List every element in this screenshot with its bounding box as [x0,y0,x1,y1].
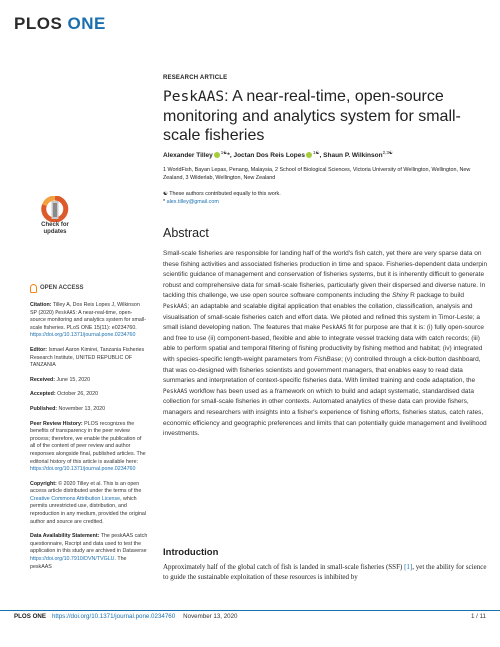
footer-date: November 13, 2020 [183,613,238,620]
intro-segment: , yet the ability for science to guide the sustainable exploitation of these resources is inhibited by [163,563,487,582]
accepted-label: Accepted: [30,391,56,398]
citation-text: Tilley A, Dos Reis Lopes J, Wilkinson SP (2020) [30,302,140,316]
dataverse-link[interactable]: https://doi.org/10.7910/DVN/TVGLU [30,556,115,563]
peer-review-text: PLOS recognizes the benefits of transparency in the peer review process; therefore, we enable the publication of all of the content of peer review and author responses alongside final, published articles. The editorial history of this article is available here: [30,420,146,465]
received-label: Received: [30,376,56,383]
footer-divider [0,610,500,611]
citation-label: Citation: [30,302,52,308]
editor [30,347,148,370]
data-availability-label: Data Availability Statement: [30,533,100,540]
orcid-icon[interactable] [306,152,312,158]
email-prefix: * [163,199,167,205]
author-name[interactable]: Joctan Dos Reis Lopes [233,152,305,160]
citation [30,302,148,340]
page-number: 1 / 11 [470,613,486,620]
abstract-peskaas: PeskAAS [321,325,347,332]
author-sup: 1☯ [220,150,228,155]
published-date: November 13, 2020 [57,405,106,412]
page-footer [14,613,486,620]
abstract-peskaas: PeskAAS [163,303,188,310]
article-type: RESEARCH ARTICLE [163,75,228,81]
author-name[interactable]: Shaun P. Wilkinson [323,152,383,160]
abstract-shiny: Shiny [392,292,409,300]
accepted [30,391,148,399]
peer-review-label: Peer Review History: [30,420,83,427]
citation-text: : A near-real-time, open-source monitoring and analytics system for small-scale fisheries. PLoS ONE 15(11): e0234760. [30,309,146,331]
copyright [30,481,148,527]
author-notes [163,190,481,206]
received-date: June 15, 2020 [55,376,91,383]
intro-segment: Approximately half of the global catch of fish is landed in small-scale fisheries (SSF) [163,563,405,571]
abstract-fishbase: FishBase [314,355,342,363]
abstract-segment: fit for purpose are that it is: (i) fully open-source and free to use (ii) component-based, flexible and able to integrate vessel tracking data with catch records; (iii) able to perform spatial and temporal filtering of fishing productivity by fishing method and habitat; (iv) integrated with species-specific length-weight parameters from [163,324,484,363]
article-sidebar [30,284,148,578]
editor-text: Ismael Aaron Kimirei, Tanzania Fisheries Research Institute, UNITED REPUBLIC OF TANZANIA [30,346,145,369]
license-link[interactable]: Creative Commons Attribution License [30,495,121,502]
author-sup: 2,3☯ [382,150,393,155]
abstract-peskaas: PeskAAS [163,388,188,395]
author-name[interactable]: Alexander Tilley [163,152,213,160]
introduction-text [163,562,488,583]
corresponding-email [163,198,481,206]
journal-logo[interactable] [14,14,106,34]
open-access-label: OPEN ACCESS [40,284,84,291]
open-access-badge[interactable] [30,284,148,293]
copyright-text: , which permits unrestricted use, distribution, and reproduction in any medium, provided the original author and source are credited. [30,495,147,525]
footer-journal: PLOS ONE [14,613,46,620]
footer-doi-link[interactable]: https://doi.org/10.1371/journal.pone.0234760 [51,613,176,620]
author-sup: 1☯ [312,150,320,155]
editor-label: Editor: [30,346,48,353]
peer-review-link[interactable]: https://doi.org/10.1371/journal.pone.0234760 [30,466,136,473]
abstract-segment: R package to build [408,292,465,300]
author-list: Alexander Tilley $^{1☯}$*, Joctan Dos Reis Lopes $^{1☯}$, Shaun P. Wilkinson$^{2,3☯}$ [163,150,393,160]
article-title [163,87,488,145]
copyright-label: Copyright: [30,480,57,487]
check-updates-icon [33,196,77,222]
accepted-date: October 26, 2020 [55,391,99,398]
published [30,406,148,414]
abstract-segment: workflow has been used as a framework on which to build and adapt systematic, standardised data collection for small-scale fisheries in other contexts. Automated analytics of these data can provide fishers, managers and researchers with insights into a fisher's experience of fishing efforts, fisheries status, catch rates, economic efficiency and geographic preferences and limits that can potentially guide management and livelihood investments. [163,387,487,438]
affiliations: 1 WorldFish, Bayan Lepas, Penang, Malaysia, 2 School of Biological Sciences, Victoria University of Wellington, Wellington, New Zealand, 3 Wilderlab, Wellington, New Zealand [163,167,471,181]
logo-one: ONE [67,14,106,33]
abstract-heading: Abstract [163,226,209,240]
open-lock-icon [30,284,37,293]
abstract-segment: ; an adaptable and scalable digital application that enables the collation, classification, analysis and visualisation of small-scale fisheries catch and effort data. We piloted and refined this system in Timor-Leste; a small island developing nation. The features that make [163,302,480,332]
logo-plos: PLOS [14,14,63,33]
received [30,377,148,385]
data-availability-text: The peskAAS catch questionnaire, Rscript and data used to test the application in this study are archived in Dataverse [30,533,148,555]
citation-doi-link[interactable]: https://doi.org/10.1371/journal.pone.0234760 [30,332,136,339]
abstract-segment: ; (v) controlled through a click-button dashboard, that was co-designed with fisheries scientists and government managers, that enables easy to read data summaries and interpretation of context-specific fisheries data. With limited training and code adaptation, the [163,355,481,385]
data-availability-text: . The peskAAS [30,556,127,570]
title-rest: : A near-real-time, open-source monitoring and analytics system for small-scale fisheries [163,88,461,144]
copyright-text: © 2020 Tilley et al. This is an open access article distributed under the terms of the [30,480,142,495]
orcid-icon[interactable] [214,152,220,158]
title-mono: PeskAAS [163,89,225,105]
peer-review-history [30,421,148,474]
email-link[interactable]: alex.tilley@gmail.com [166,199,219,205]
citation-peskaas: PeskAAS [55,310,76,316]
abstract-text [163,249,488,440]
equal-contribution-note: ☯ These authors contributed equally to this work. [163,191,281,197]
data-availability [30,533,148,571]
introduction-heading: Introduction [163,547,219,558]
published-label: Published: [30,405,58,412]
reference-link[interactable]: [1] [404,563,413,571]
abstract-segment: Small-scale fisheries are responsible for landing half of the world's fish catch, yet there are very sparse data on these fishing activities and associated fisheries production in time and space. Fisheries-dependent data underpin scientific guidance of management and conservation of fisheries systems, but it is inherently difficult to generate robust and comprehensive data for small-scale fisheries, particularly given their dispersed and diverse nature. In tackling this challenge, we use open source software components including the [163,250,488,300]
check-updates-label[interactable]: Check for updates [41,222,69,235]
